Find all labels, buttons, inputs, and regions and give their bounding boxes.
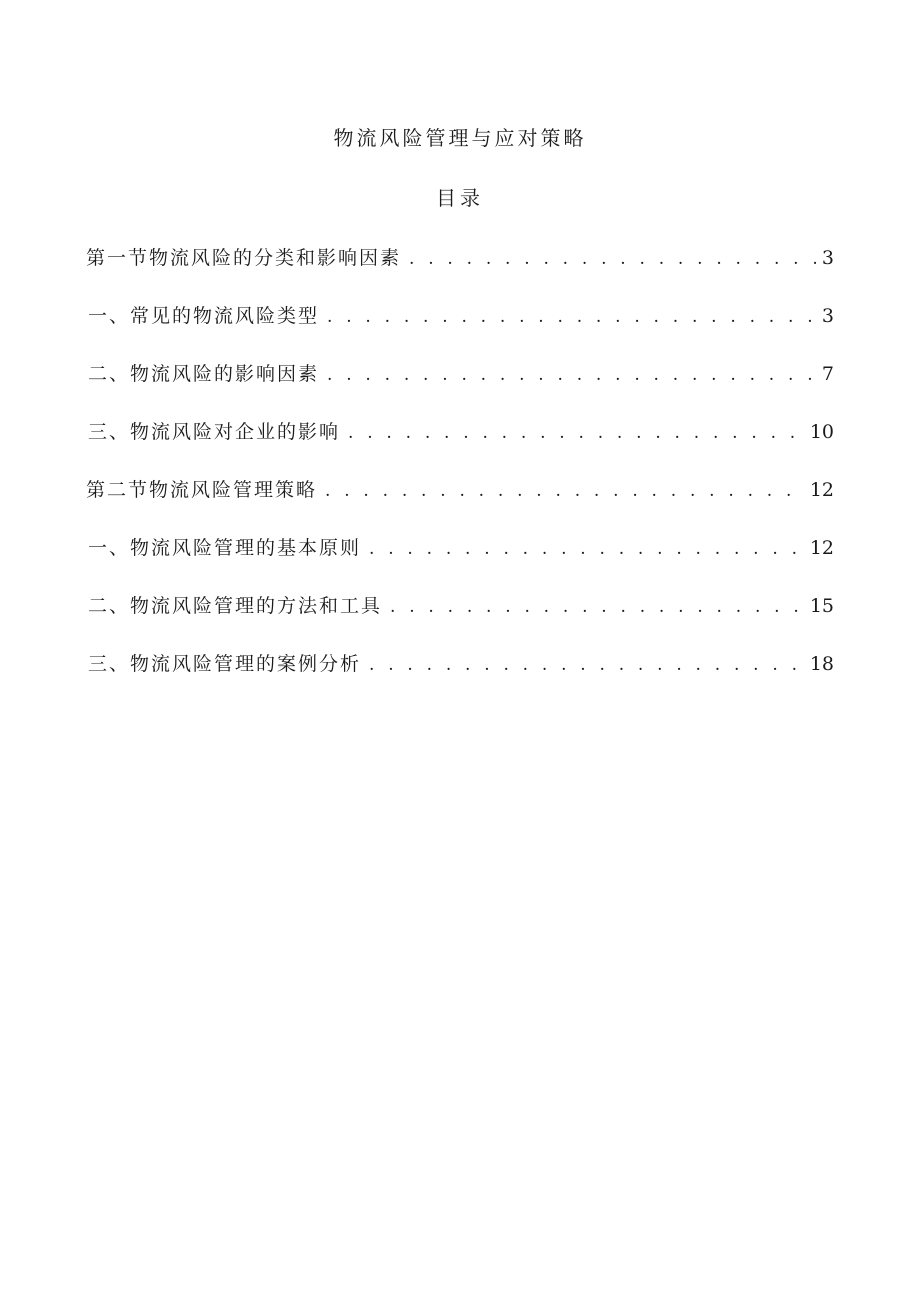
toc-dot-leader <box>390 593 804 621</box>
toc-page-number: 10 <box>809 421 834 443</box>
toc-entry-section-1[interactable] <box>86 244 834 302</box>
toc-dot-leader <box>327 303 816 331</box>
toc-entry-label: 一、常见的物流风险类型 <box>88 305 320 327</box>
toc-entry-label: 二、物流风险管理的方法和工具 <box>88 595 383 617</box>
toc-dot-leader <box>348 419 804 447</box>
toc-entry-label: 一、物流风险管理的基本原则 <box>88 537 362 559</box>
toc-page-number: 3 <box>821 247 834 269</box>
toc-page-number: 3 <box>821 305 834 327</box>
document-title: 物流风险管理与应对策略 <box>333 126 587 150</box>
toc-entry-label: 三、物流风险管理的案例分析 <box>88 653 362 675</box>
toc-entry-label: 第二节物流风险管理策略 <box>86 479 318 501</box>
toc-entry-section-2[interactable] <box>86 476 834 534</box>
toc-page-number: 7 <box>821 363 834 385</box>
toc-dot-leader <box>369 535 804 563</box>
toc-entry-label: 二、物流风险的影响因素 <box>88 363 320 385</box>
toc-dot-leader <box>369 651 804 679</box>
toc-page-number: 12 <box>809 479 834 501</box>
toc-entry-2-3[interactable] <box>86 650 834 708</box>
toc-entry-label: 三、物流风险对企业的影响 <box>88 421 341 443</box>
toc-dot-leader <box>327 361 816 389</box>
toc-entry-2-1[interactable] <box>86 534 834 592</box>
toc-page-number: 15 <box>809 595 834 617</box>
toc-entry-1-3[interactable] <box>86 418 834 476</box>
toc-entry-1-2[interactable] <box>86 360 834 418</box>
toc-page-number: 12 <box>809 537 834 559</box>
toc-entry-2-2[interactable] <box>86 592 834 650</box>
toc-entry-1-1[interactable] <box>86 302 834 360</box>
toc-entry-label: 第一节物流风险的分类和影响因素 <box>86 247 402 269</box>
toc-dot-leader <box>325 477 804 505</box>
toc-dot-leader <box>409 245 816 273</box>
toc-page-number: 18 <box>809 653 834 675</box>
table-of-contents <box>86 244 834 708</box>
toc-heading: 目录 <box>436 186 484 210</box>
